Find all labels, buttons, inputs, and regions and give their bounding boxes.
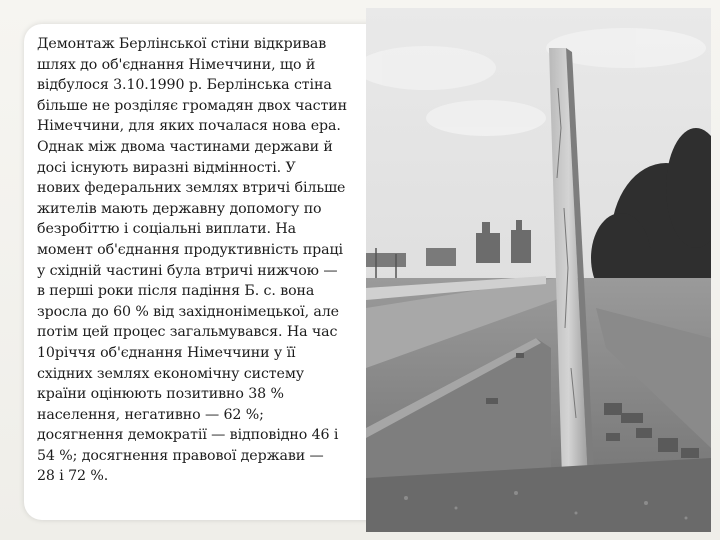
paragraph-line: в перші роки після падіння Б. с. вона <box>37 283 315 300</box>
paragraph-line: досягнення демократії — відповідно 46 і <box>37 427 339 444</box>
paragraph-line: населення, негативно — 62 %; <box>37 406 264 423</box>
paragraph-line: нових федеральних землях втричі більше <box>37 180 346 197</box>
paragraph-line: більше не розділяє громадян двох частин <box>37 97 347 114</box>
paragraph-line: відбулося 3.10.1990 р. Берлінська стіна <box>37 77 332 94</box>
paragraph-line: у східній частині була втричі нижчою — <box>37 262 338 279</box>
berlin-wall-photo <box>366 8 711 532</box>
paragraph-line: 10річчя об'єднання Німеччини у її <box>37 344 296 361</box>
paragraph-line: країни оцінюють позитивно 38 % <box>37 386 284 403</box>
paragraph-line: 54 %; досягнення правової держави — <box>37 447 324 464</box>
paragraph-line: 28 і 72 %. <box>37 468 109 485</box>
paragraph-line: потім цей процес загальмувався. На час <box>37 324 338 341</box>
paragraph-line: досі існують виразні відмінності. У <box>37 159 296 176</box>
photo-illustration <box>366 8 711 532</box>
paragraph-line: Демонтаж Берлінської стіни відкривав <box>37 36 327 52</box>
paragraph-line: момент об'єднання продуктивність праці <box>37 241 343 258</box>
paragraph-line: безробіттю і соціальні виплати. На <box>37 221 296 238</box>
paragraph-line: зросла до 60 % від західнонімецької, але <box>37 303 339 320</box>
paragraph-line: шлях до об'єднання Німеччини, що й <box>37 56 316 73</box>
paragraph-line: жителів мають державну допомогу по <box>37 200 322 217</box>
body-paragraph <box>37 34 367 487</box>
paragraph-line: Німеччини, для яких почалася нова ера. <box>37 118 341 135</box>
paragraph-line: Однак між двома частинами держави й <box>37 138 333 155</box>
paragraph-line: східних землях економічну систему <box>37 365 305 382</box>
